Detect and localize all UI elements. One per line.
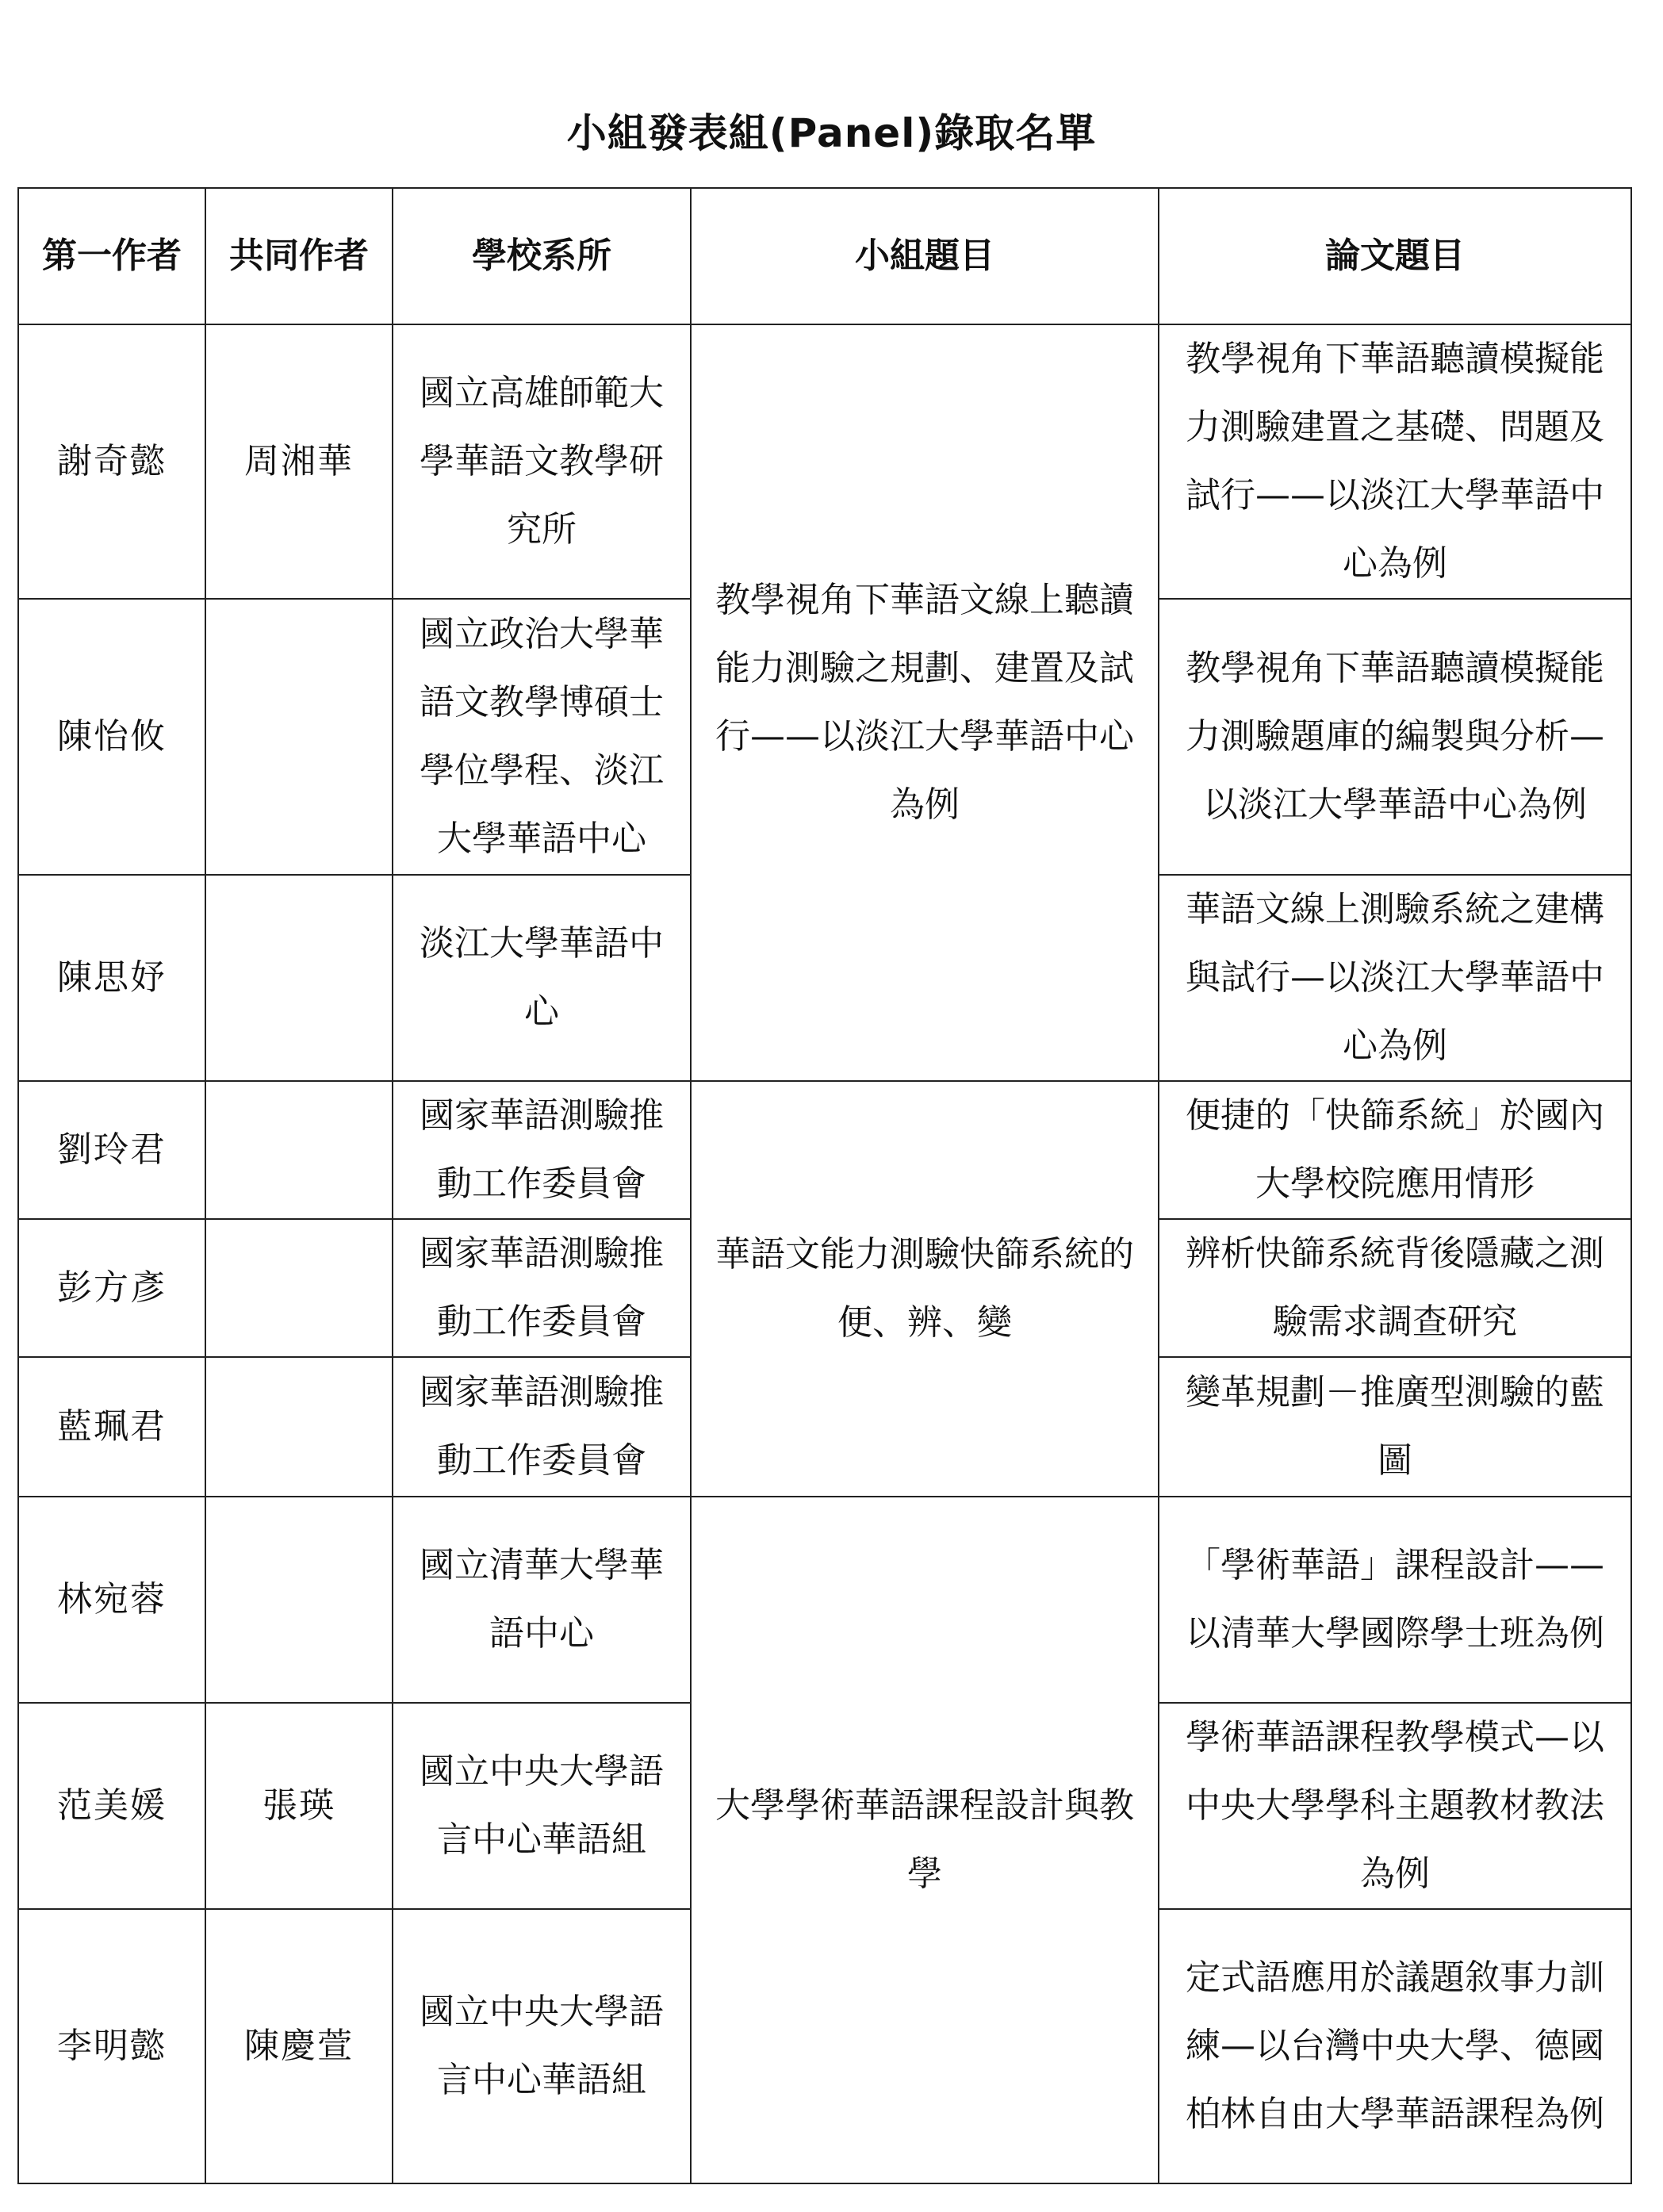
co-author-cell bbox=[205, 599, 393, 875]
first-author-cell: 陳思妤 bbox=[18, 875, 205, 1081]
school-cell: 國家華語測驗推動工作委員會 bbox=[393, 1081, 691, 1219]
school-cell: 國家華語測驗推動工作委員會 bbox=[393, 1357, 691, 1497]
school-cell: 國立高雄師範大學華語文教學研究所 bbox=[393, 324, 691, 599]
panel-topic-cell: 大學學術華語課程設計與教學 bbox=[691, 1497, 1159, 2183]
co-author-cell bbox=[205, 1357, 393, 1497]
first-author-cell: 林宛蓉 bbox=[18, 1497, 205, 1703]
school-cell: 國立中央大學語言中心華語組 bbox=[393, 1703, 691, 1909]
paper-title-cell: 教學視角下華語聽讀模擬能力測驗題庫的編製與分析—以淡江大學華語中心為例 bbox=[1159, 599, 1631, 875]
table-row bbox=[18, 1497, 1631, 1703]
school-cell: 國立清華大學華語中心 bbox=[393, 1497, 691, 1703]
paper-title-cell: 辨析快篩系統背後隱藏之測驗需求調查研究 bbox=[1159, 1219, 1631, 1357]
paper-title-cell: 便捷的「快篩系統」於國內大學校院應用情形 bbox=[1159, 1081, 1631, 1219]
first-author-cell: 謝奇懿 bbox=[18, 324, 205, 599]
school-cell: 國立中央大學語言中心華語組 bbox=[393, 1909, 691, 2183]
co-author-cell bbox=[205, 1497, 393, 1703]
first-author-cell: 陳怡攸 bbox=[18, 599, 205, 875]
co-author-cell bbox=[205, 1081, 393, 1219]
first-author-cell: 劉玲君 bbox=[18, 1081, 205, 1219]
panel-topic-cell: 華語文能力測驗快篩系統的便、辨、變 bbox=[691, 1081, 1159, 1497]
co-author-cell: 周湘華 bbox=[205, 324, 393, 599]
paper-title-cell: 華語文線上測驗系統之建構與試行—以淡江大學華語中心為例 bbox=[1159, 875, 1631, 1081]
co-author-cell: 陳慶萱 bbox=[205, 1909, 393, 2183]
panel-topic-cell: 教學視角下華語文線上聽讀能力測驗之規劃、建置及試行——以淡江大學華語中心為例 bbox=[691, 324, 1159, 1081]
first-author-cell: 彭方彥 bbox=[18, 1219, 205, 1357]
header-school: 學校系所 bbox=[393, 188, 691, 324]
table-header-row bbox=[18, 188, 1631, 324]
school-cell: 國立政治大學華語文教學博碩士學位學程、淡江大學華語中心 bbox=[393, 599, 691, 875]
header-paper-title: 論文題目 bbox=[1159, 188, 1631, 324]
first-author-cell: 藍珮君 bbox=[18, 1357, 205, 1497]
paper-title-cell: 定式語應用於議題敘事力訓練—以台灣中央大學、德國柏林自由大學華語課程為例 bbox=[1159, 1909, 1631, 2183]
table-row bbox=[18, 1081, 1631, 1219]
panel-acceptance-table bbox=[17, 187, 1632, 2184]
co-author-cell: 張瑛 bbox=[205, 1703, 393, 1909]
paper-title-cell: 「學術華語」課程設計——以清華大學國際學士班為例 bbox=[1159, 1497, 1631, 1703]
header-first-author: 第一作者 bbox=[18, 188, 205, 324]
header-co-author: 共同作者 bbox=[205, 188, 393, 324]
school-cell: 淡江大學華語中心 bbox=[393, 875, 691, 1081]
header-panel-topic: 小組題目 bbox=[691, 188, 1159, 324]
co-author-cell bbox=[205, 875, 393, 1081]
paper-title-cell: 教學視角下華語聽讀模擬能力測驗建置之基礎、問題及試行——以淡江大學華語中心為例 bbox=[1159, 324, 1631, 599]
school-cell: 國家華語測驗推動工作委員會 bbox=[393, 1219, 691, 1357]
paper-title-cell: 變革規劃－推廣型測驗的藍圖 bbox=[1159, 1357, 1631, 1497]
co-author-cell bbox=[205, 1219, 393, 1357]
paper-title-cell: 學術華語課程教學模式—以中央大學學科主題教材教法為例 bbox=[1159, 1703, 1631, 1909]
document-title: 小組發表組(Panel)錄取名單 bbox=[566, 110, 1097, 156]
first-author-cell: 范美媛 bbox=[18, 1703, 205, 1909]
first-author-cell: 李明懿 bbox=[18, 1909, 205, 2183]
table-row bbox=[18, 324, 1631, 599]
